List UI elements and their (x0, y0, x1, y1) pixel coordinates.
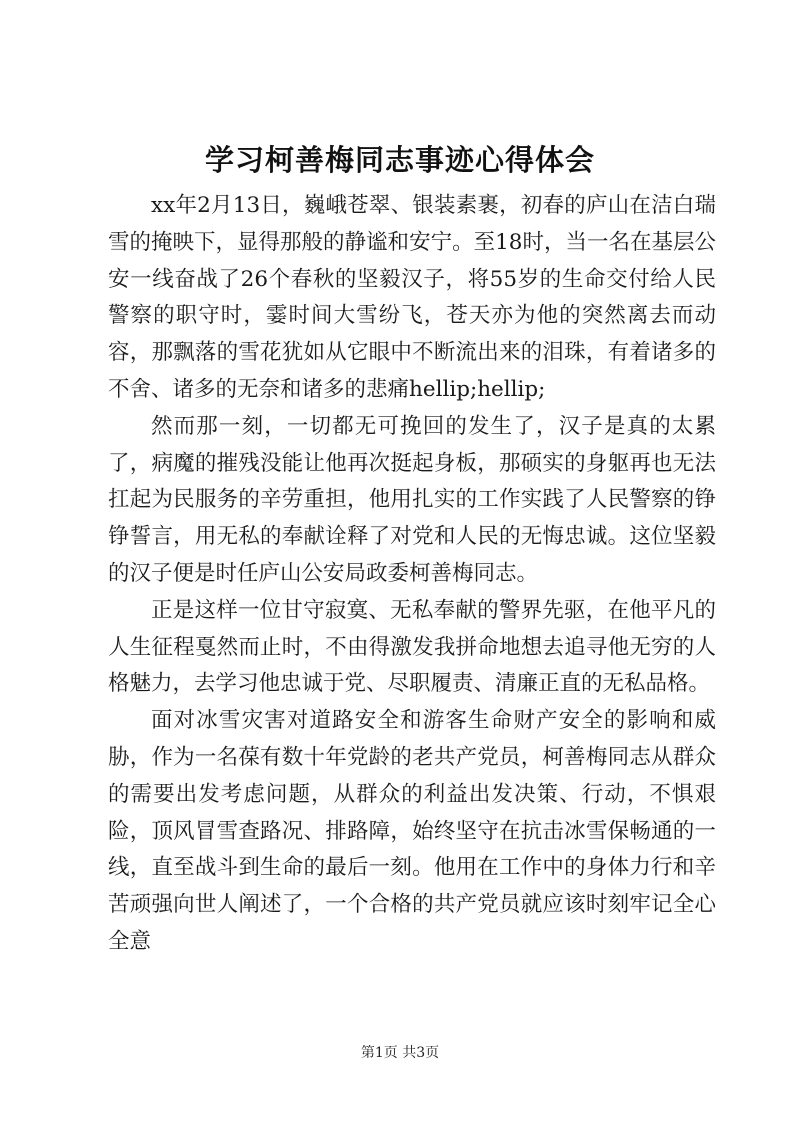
document-body (108, 188, 716, 961)
body-paragraph-4: 面对冰雪灾害对道路安全和游客生命财产安全的影响和威胁，作为一名葆有数十年党龄的老共产党员，柯善梅同志从群众的需要出发考虑问题，从群众的利益出发决策、行动，不惧艰险，顶风冒雪查路况、排路障，始终坚守在抗击冰雪保畅通的一线，直至战斗到生命的最后一刻。他用在工作中的身体力行和辛苦顽强向世人阐述了，一个合格的共产党员就应该时刻牢记全心全意 (108, 708, 716, 954)
body-paragraph-3: 正是这样一位甘守寂寞、无私奉献的警界先驱，在他平凡的人生征程戛然而止时，不由得激发我拼命地想去追寻他无穷的人格魅力，去学习他忠诚于党、尽职履责、清廉正直的无私品格。 (108, 597, 716, 697)
body-paragraph-1: xx年2月13日，巍峨苍翠、银装素裹，初春的庐山在洁白瑞雪的掩映下，显得那般的静谧和安宁。至18时，当一名在基层公安一线奋战了26个春秋的坚毅汉子，将55岁的生命交付给人民警察的职守时，霎时间大雪纷飞，苍天亦为他的突然离去而动容，那飘落的雪花犹如从它眼中不断流出来的泪珠，有着诸多的不舍、诸多的无奈和诸多的悲痛hellip;hellip; (108, 193, 716, 402)
page-number-label: 第1页 共3页 (360, 1045, 440, 1061)
document-title: 学习柯善梅同志事迹心得体会 (204, 143, 595, 177)
body-paragraph-2: 然而那一刻，一切都无可挽回的发生了，汉子是真的太累了，病魔的摧残没能让他再次挺起身板，那硕实的身躯再也无法扛起为民服务的辛劳重担，他用扎实的工作实践了人民警察的铮铮誓言，用无私的奉献诠释了对党和人民的无悔忠诚。这位坚毅的汉子便是时任庐山公安局政委柯善梅同志。 (108, 413, 716, 586)
page-footer (0, 1043, 800, 1063)
